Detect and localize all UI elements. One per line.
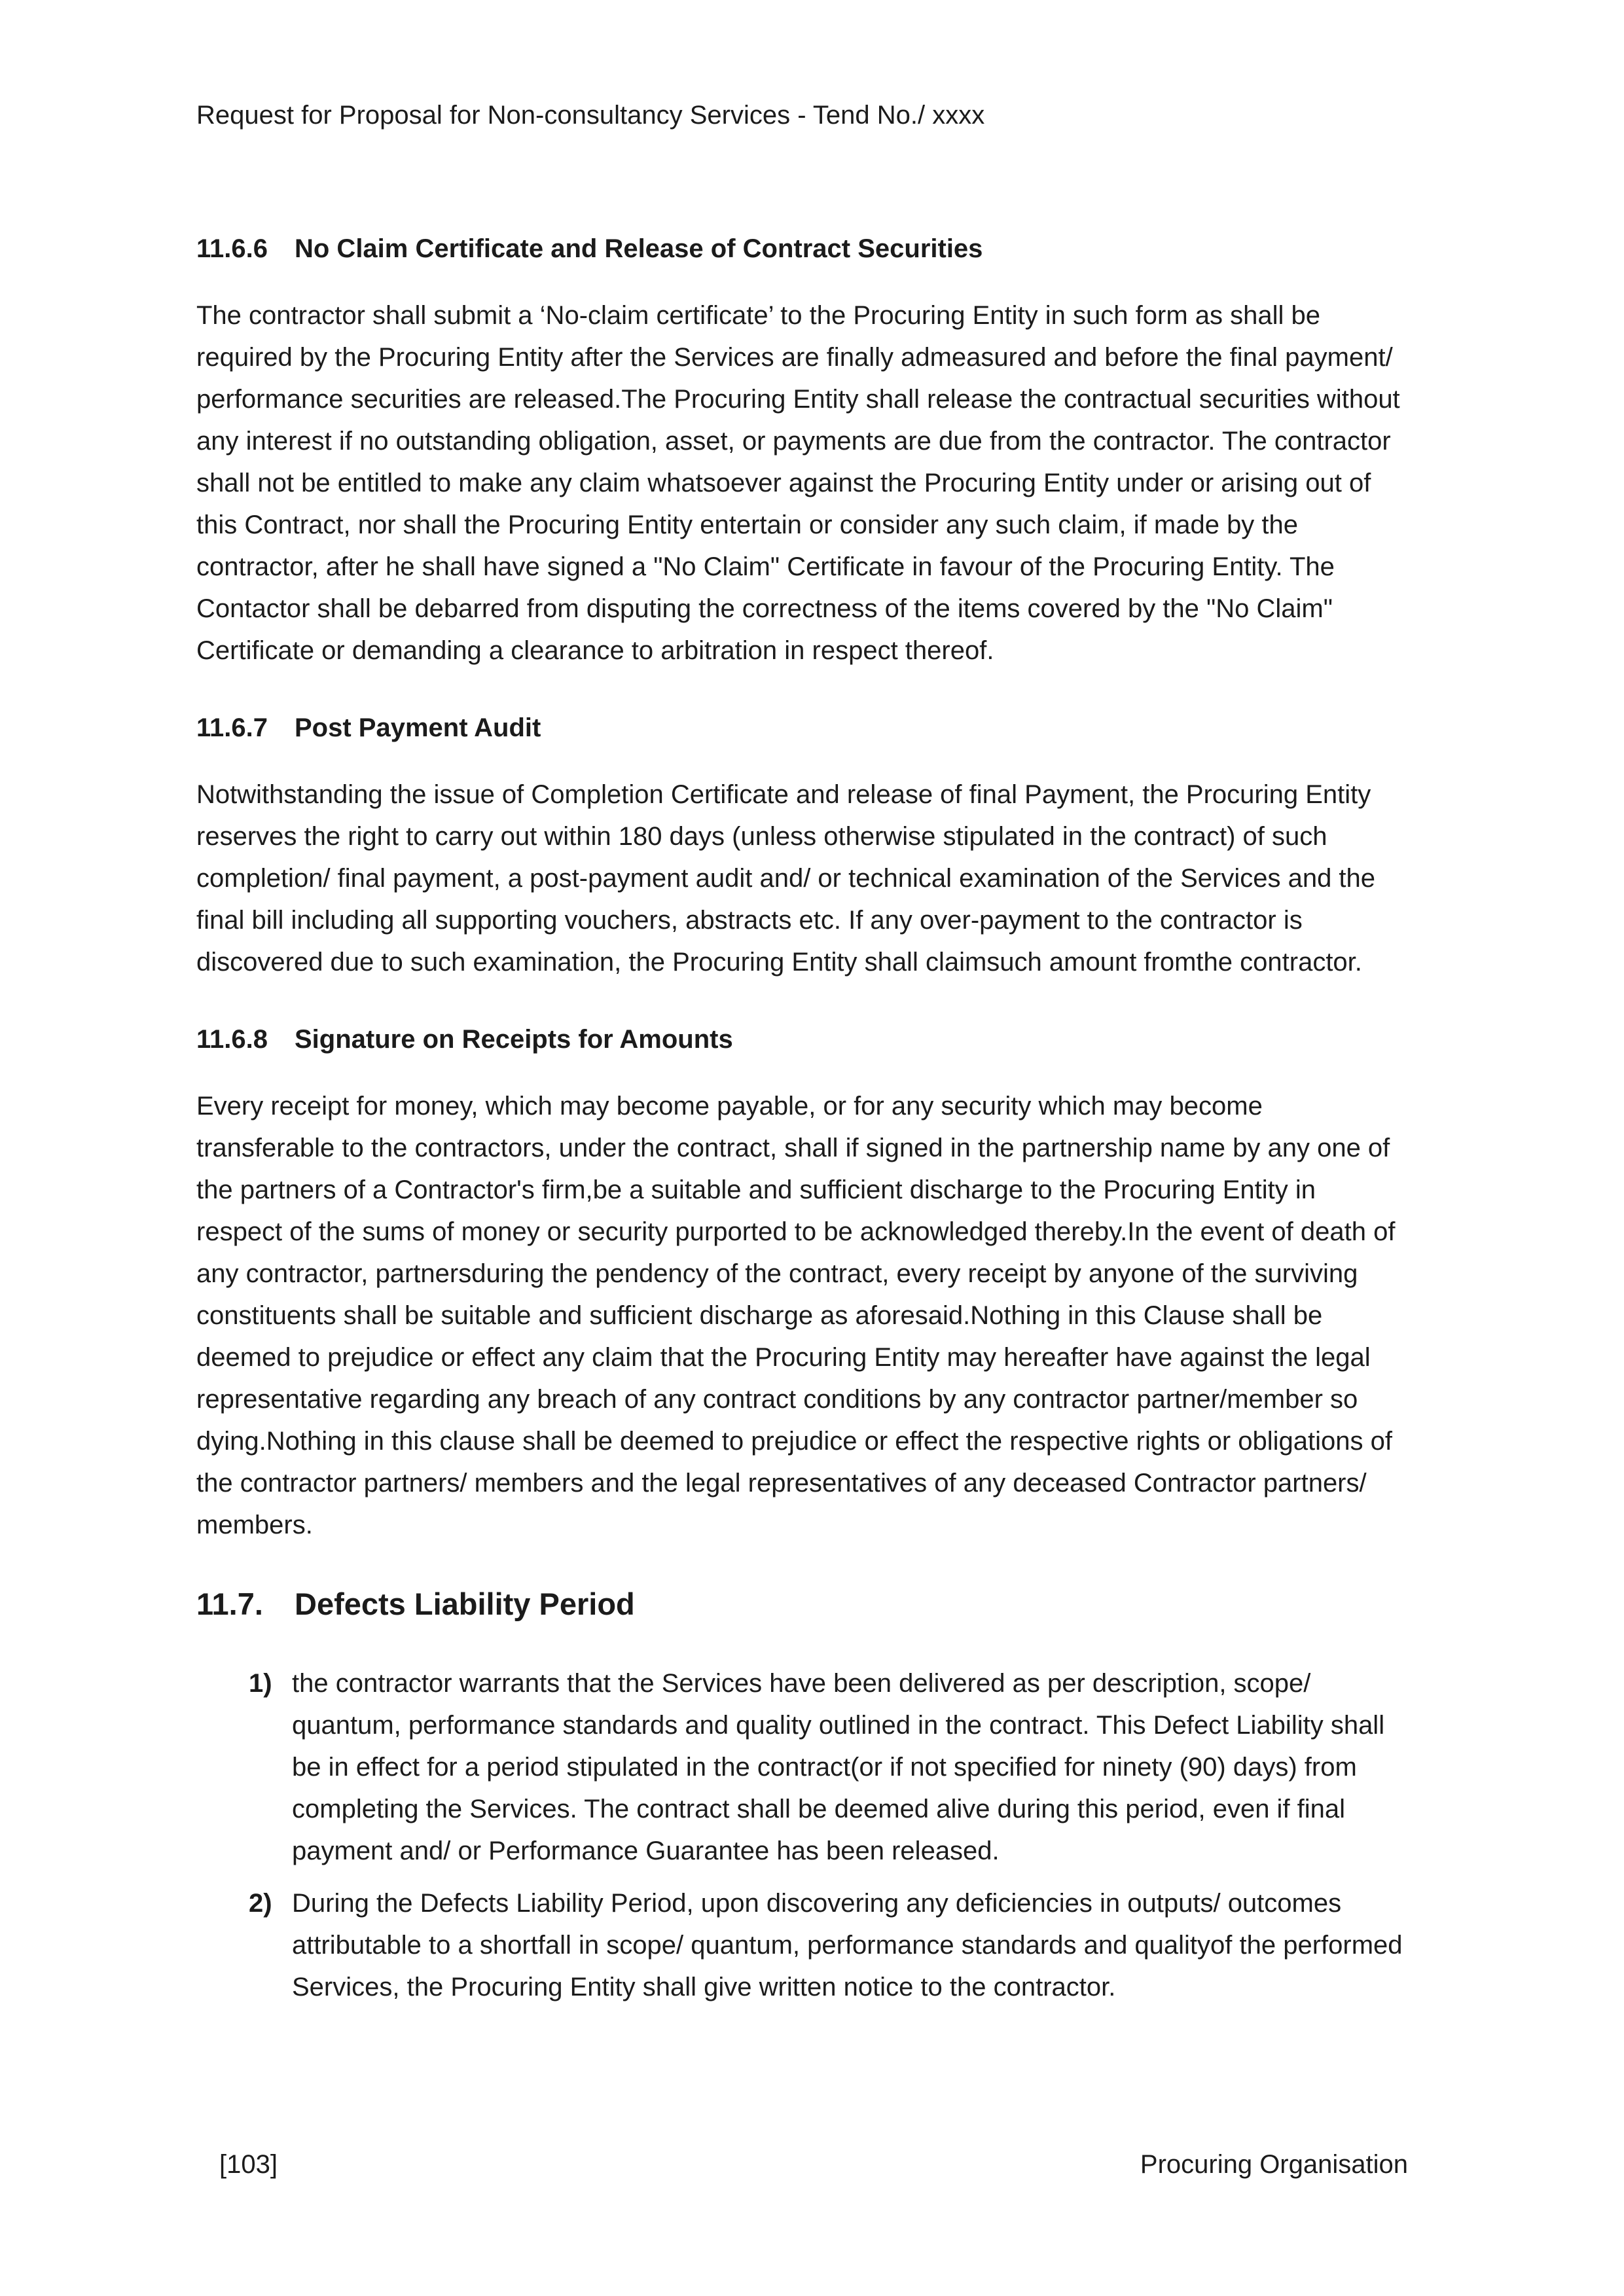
page-header bbox=[196, 98, 1408, 132]
section-heading-11-6-6 bbox=[196, 230, 1408, 267]
section-heading-11-6-7 bbox=[196, 709, 1408, 746]
section-title-11-6-6: No Claim Certificate and Release of Contract Securities bbox=[295, 234, 983, 263]
list-item-2-text: During the Defects Liability Period, upon discovering any deficiencies in outputs/ outcomes attributable to a shortfall in scope/ quantum, performance standards and qualityof the performed Services, the Procuring Entity shall give written notice to the contractor. bbox=[292, 1889, 1403, 2001]
section-number-11-6-7: 11.6.7 bbox=[196, 713, 268, 742]
page-footer bbox=[196, 2150, 1408, 2179]
section-body-11-6-6: The contractor shall submit a ‘No-claim certificate’ to the Procuring Entity in such form as shall be required by the Procuring Entity after the Services are finally admeasured and before the final payment/ performance securities are released.The Procuring Entity shall release the contractual securities without any interest if no outstanding obligation, asset, or payments are due from the contractor. The contractor shall not be entitled to make any claim whatsoever against the Procuring Entity under or arising out of this Contract, nor shall the Procuring Entity entertain or consider any such claim, if made by the contractor, after he shall have signed a "No Claim" Certificate in favour of the Procuring Entity. The Contactor shall be debarred from disputing the correctness of the items covered by the "No Claim" Certificate or demanding a clearance to arbitration in respect thereof. bbox=[196, 301, 1400, 665]
list-item-1 bbox=[196, 1662, 1408, 1872]
section-heading-11-6-8 bbox=[196, 1021, 1408, 1058]
section-title-11-7: Defects Liability Period bbox=[295, 1587, 635, 1621]
section-title-11-6-7: Post Payment Audit bbox=[295, 713, 541, 742]
section-heading-11-7 bbox=[196, 1584, 1408, 1624]
section-title-11-6-8: Signature on Receipts for Amounts bbox=[295, 1025, 733, 1054]
section-body-11-6-8: Every receipt for money, which may become payable, or for any security which may become transferable to the contractors, under the contract, shall if signed in the partnership name by any one of the partners of a Contractor's firm,be a suitable and sufficient discharge to the Procuring Entity in respect of the sums of money or security purported to be acknowledged thereby.In the event of death of any contractor, partnersduring the pendency of the contract, every receipt by anyone of the surviving constituents shall be suitable and sufficient discharge as aforesaid.Nothing in this Clause shall be deemed to prejudice or effect any claim that the Procuring Entity may hereafter have against the legal representative regarding any breach of any contract conditions by any contractor partner/member so dying.Nothing in this clause shall be deemed to prejudice or effect the respective rights or obligations of the contractor partners/ members and the legal representatives of any deceased Contractor partners/ members. bbox=[196, 1092, 1396, 1539]
document-content bbox=[196, 230, 1408, 2008]
list-item-1-marker: 1) bbox=[249, 1669, 272, 1698]
section-number-11-6-8: 11.6.8 bbox=[196, 1025, 268, 1054]
page-header-title: Request for Proposal for Non-consultancy Services - Tend No./ xxxx bbox=[196, 101, 985, 130]
list-item-2-marker: 2) bbox=[249, 1889, 272, 1918]
list-item-2 bbox=[196, 1882, 1408, 2008]
section-number-11-7: 11.7. bbox=[196, 1587, 263, 1621]
defects-liability-list bbox=[196, 1662, 1408, 2008]
section-number-11-6-6: 11.6.6 bbox=[196, 234, 268, 263]
section-body-11-6-7: Notwithstanding the issue of Completion Certificate and release of final Payment, the Procuring Entity reserves the right to carry out within 180 days (unless otherwise stipulated in the contract) of such completion/ final payment, a post-payment audit and/ or technical examination of the Services and the final bill including all supporting vouchers, abstracts etc. If any over-payment to the contractor is discovered due to such examination, the Procuring Entity shall claimsuch amount fromthe contractor. bbox=[196, 780, 1376, 977]
footer-organisation: Procuring Organisation bbox=[1140, 2150, 1408, 2179]
footer-page-number: [103] bbox=[219, 2150, 278, 2179]
list-item-1-text: the contractor warrants that the Services have been delivered as per description, scope/ quantum, performance standards and quality outlined in the contract. This Defect Liability shall be in effect for a period stipulated in the contract(or if not specified for ninety (90) days) from completing the Services. The contract shall be deemed alive during this period, even if final payment and/ or Performance Guarantee has been released. bbox=[292, 1669, 1385, 1865]
